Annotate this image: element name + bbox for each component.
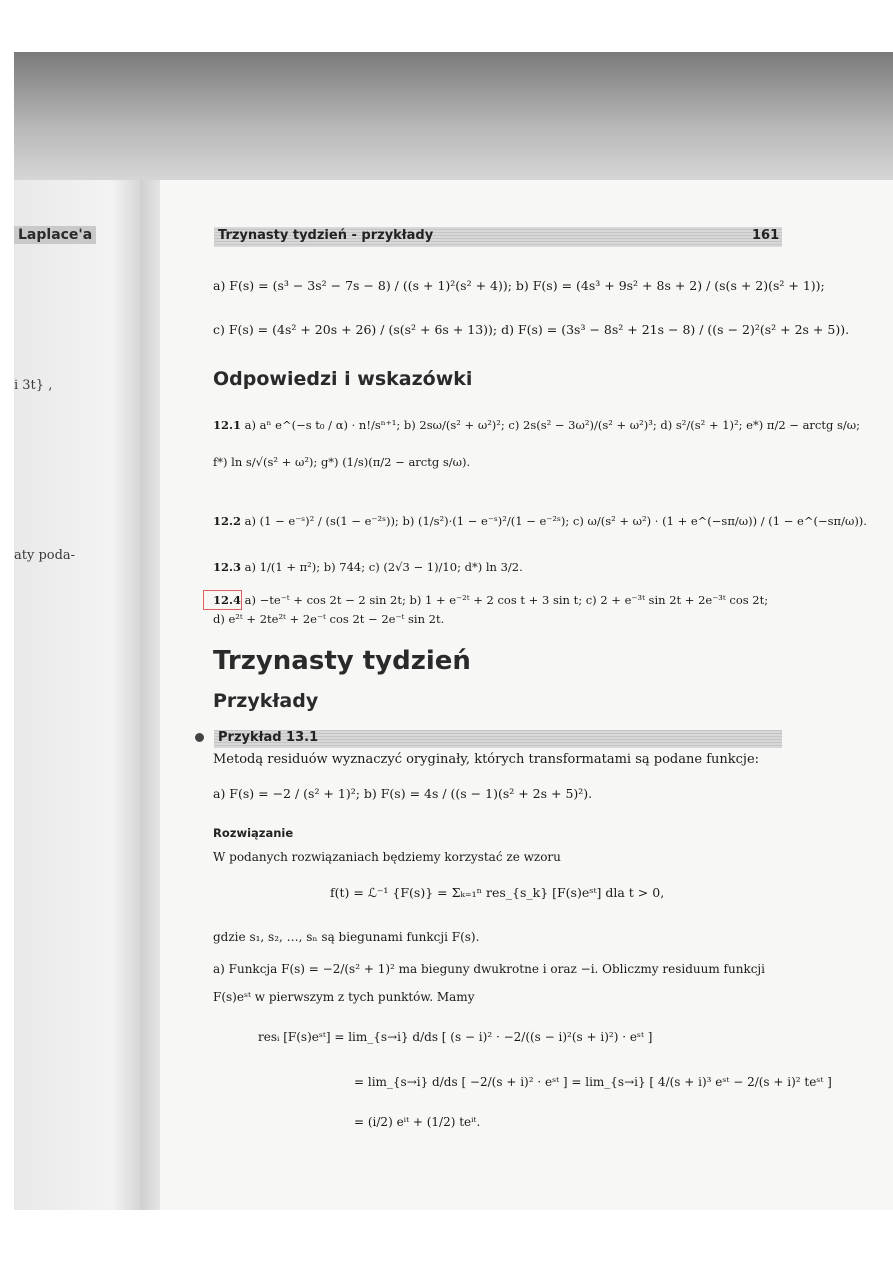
exercise-line: c) F(s) = (4s² + 20s + 26) / (s(s² + 6s + 13)); d) F(s) = (3s³ − 8s² + 21s − 8) / ((s − 2)²(s² + 2s + 5)). [213, 322, 850, 337]
answer-label: 12.3 [213, 560, 242, 574]
answer-text: a) 1/(1 + π²); b) 744; c) (2√3 − 1)/10; d*) ln 3/2. [244, 560, 523, 574]
scanner-shadow-band [14, 52, 893, 180]
scanner-bottom-margin [0, 1210, 893, 1263]
scanner-top-margin [0, 0, 893, 55]
solution-heading: Rozwiązanie [213, 826, 294, 840]
solution-intro: W podanych rozwiązaniach będziemy korzystać ze wzoru [213, 850, 561, 864]
answer-label: 12.2 [213, 514, 242, 528]
calculation-step: = (i/2) eⁱᵗ + (1/2) teⁱᵗ. [354, 1115, 481, 1129]
example-statement: Metodą residuów wyznaczyć oryginały, których transformatami są podane funkcje: [213, 752, 760, 767]
answer-12-3 [213, 560, 523, 574]
answer-text: a) (1 − e⁻ˢ)² / (s(1 − e⁻²ˢ)); b) (1/s²)·(1 − e⁻ˢ)²/(1 − e⁻²ˢ); c) ω/(s² + ω²) · (1 + e^(−sπ/ω)) / (1 − e^(−sπ/ω)). [244, 514, 867, 528]
poles-text: gdzie s₁, s₂, …, sₙ są biegunami funkcji F(s). [213, 930, 480, 944]
answer-12-2 [213, 514, 867, 528]
part-a-text-continued: F(s)eˢᵗ w pierwszym z tych punktów. Mamy [213, 990, 475, 1004]
answer-12-4-continued: d) e²ᵗ + 2te²ᵗ + 2e⁻ᵗ cos 2t − 2e⁻ᵗ sin 2t. [213, 612, 445, 626]
highlight-marker-box [203, 590, 242, 610]
answer-12-4 [213, 593, 768, 607]
example-functions: a) F(s) = −2 / (s² + 1)²; b) F(s) = 4s / ((s − 1)(s² + 2s + 5)²). [213, 786, 593, 801]
left-page-snippet: aty poda- [14, 548, 76, 563]
chapter-subtitle: Przykłady [213, 690, 319, 712]
answer-12-1 [213, 418, 860, 432]
running-header-title: Trzynasty tydzień - przykłady [218, 228, 434, 243]
left-page-snippet: i 3t} , [14, 378, 53, 393]
answer-label: 12.1 [213, 418, 242, 432]
answer-text: a) −te⁻ᵗ + cos 2t − 2 sin 2t; b) 1 + e⁻²ᵗ + 2 cos t + 3 sin t; c) 2 + e⁻³ᵗ sin 2t + 2e⁻³ᵗ cos 2t; [244, 593, 769, 607]
calculation-step: resᵢ [F(s)eˢᵗ] = lim_{s→i} d/ds [ (s − i)² · −2/((s − i)²(s + i)²) · eˢᵗ ] [258, 1030, 653, 1044]
answer-text: a) aⁿ e^(−s t₀ / α) · n!/sⁿ⁺¹; b) 2sω/(s² + ω²)²; c) 2s(s² − 3ω²)/(s² + ω²)³; d) s²/(s² + 1)²; e*) π/2 − arctg s/ω; [244, 418, 861, 432]
left-page-header-label: Laplace'a [14, 226, 96, 244]
chapter-title: Trzynasty tydzień [213, 646, 471, 676]
answer-12-1-continued: f*) ln s/√(s² + ω²); g*) (1/s)(π/2 − arctg s/ω). [213, 455, 471, 469]
left-page [14, 180, 154, 1210]
answer-label: 12.4 [213, 593, 242, 607]
residue-formula: f(t) = ℒ⁻¹ {F(s)} = Σₖ₌₁ⁿ res_{s_k} [F(s)eˢᵗ] dla t > 0, [330, 885, 665, 900]
part-a-text: a) Funkcja F(s) = −2/(s² + 1)² ma bieguny dwukrotne i oraz −i. Obliczmy residuum funkcji [213, 962, 765, 976]
page-number: 161 [752, 228, 780, 243]
calculation-step: = lim_{s→i} d/ds [ −2/(s + i)² · eˢᵗ ] = lim_{s→i} [ 4/(s + i)³ eˢᵗ − 2/(s + i)² teˢᵗ ] [354, 1075, 832, 1089]
answers-heading: Odpowiedzi i wskazówki [213, 368, 473, 390]
example-title: Przykład 13.1 [218, 730, 319, 745]
exercise-line: a) F(s) = (s³ − 3s² − 7s − 8) / ((s + 1)²(s² + 4)); b) F(s) = (4s³ + 9s² + 8s + 2) / (s(s + 2)(s² + 1)); [213, 278, 825, 293]
bullet-icon [195, 733, 204, 742]
